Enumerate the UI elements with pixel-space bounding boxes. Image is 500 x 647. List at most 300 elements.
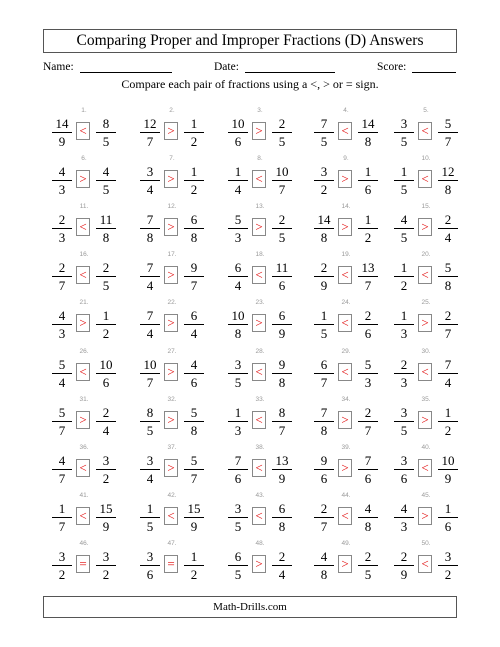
problem-number: 29. bbox=[341, 347, 351, 355]
problem-number: 15. bbox=[421, 203, 431, 211]
left-fraction bbox=[228, 405, 248, 438]
problem-number: 31. bbox=[79, 395, 89, 403]
problem-item bbox=[305, 200, 387, 248]
denominator: 4 bbox=[234, 182, 242, 198]
comparison-sign-box: < bbox=[338, 507, 352, 525]
comparison-sign-box: > bbox=[418, 314, 432, 332]
denominator: 7 bbox=[58, 470, 66, 486]
right-fraction bbox=[438, 308, 458, 341]
denominator: 5 bbox=[234, 518, 242, 534]
problem-item bbox=[43, 296, 125, 344]
numerator: 1 bbox=[228, 405, 248, 422]
numerator: 9 bbox=[272, 357, 292, 374]
problem-item bbox=[305, 537, 387, 585]
right-fraction bbox=[358, 357, 378, 390]
denominator: 5 bbox=[400, 182, 408, 198]
numerator: 1 bbox=[438, 501, 458, 518]
denominator: 8 bbox=[278, 374, 286, 390]
denominator: 7 bbox=[58, 278, 66, 294]
comparison-sign-box: < bbox=[338, 266, 352, 284]
comparison-sign-box: > bbox=[338, 218, 352, 236]
denominator: 8 bbox=[364, 134, 372, 149]
numerator: 1 bbox=[394, 260, 414, 277]
denominator: 3 bbox=[58, 326, 66, 342]
left-fraction bbox=[314, 116, 334, 149]
problem-number: 47. bbox=[167, 539, 177, 547]
left-fraction bbox=[314, 212, 334, 245]
denominator: 7 bbox=[320, 374, 328, 390]
date-label: Date: bbox=[214, 61, 239, 73]
numerator: 8 bbox=[96, 116, 116, 133]
denominator: 8 bbox=[102, 230, 110, 246]
denominator: 5 bbox=[146, 518, 154, 534]
numerator: 4 bbox=[96, 164, 116, 181]
comparison-sign-box: > bbox=[164, 459, 178, 477]
problem-number: 24. bbox=[341, 299, 351, 307]
comparison-sign-box: < bbox=[418, 459, 432, 477]
denominator: 3 bbox=[58, 230, 66, 246]
denominator: 9 bbox=[58, 134, 66, 149]
numerator: 4 bbox=[52, 164, 72, 181]
numerator: 1 bbox=[184, 549, 204, 566]
left-fraction bbox=[314, 308, 334, 341]
comparison-sign-box: < bbox=[76, 459, 90, 477]
numerator: 2 bbox=[394, 549, 414, 566]
comparison-sign-box: < bbox=[418, 122, 432, 140]
problem-number: 18. bbox=[255, 251, 265, 259]
left-fraction bbox=[228, 549, 248, 582]
denominator: 7 bbox=[58, 518, 66, 534]
denominator: 8 bbox=[320, 566, 328, 582]
denominator: 5 bbox=[320, 134, 328, 149]
left-fraction bbox=[140, 212, 160, 245]
problem-number: 41. bbox=[79, 491, 89, 499]
left-fraction bbox=[228, 453, 248, 486]
denominator: 5 bbox=[102, 134, 110, 149]
problem-item bbox=[219, 200, 301, 248]
numerator: 1 bbox=[314, 308, 334, 325]
comparison-sign-box: < bbox=[338, 363, 352, 381]
numerator: 10 bbox=[140, 357, 160, 374]
numerator: 7 bbox=[358, 453, 378, 470]
right-fraction bbox=[272, 260, 292, 293]
numerator: 2 bbox=[358, 549, 378, 566]
denominator: 9 bbox=[400, 566, 408, 582]
numerator: 5 bbox=[184, 453, 204, 470]
denominator: 8 bbox=[146, 230, 154, 246]
denominator: 6 bbox=[234, 470, 242, 486]
left-fraction bbox=[52, 549, 72, 582]
right-fraction bbox=[184, 501, 204, 534]
right-fraction bbox=[96, 260, 116, 293]
left-fraction bbox=[314, 260, 334, 293]
right-fraction bbox=[358, 453, 378, 486]
right-fraction bbox=[96, 549, 116, 582]
left-fraction bbox=[140, 453, 160, 486]
denominator: 7 bbox=[444, 326, 452, 342]
numerator: 4 bbox=[394, 212, 414, 229]
problem-item bbox=[43, 345, 125, 393]
denominator: 4 bbox=[146, 182, 154, 198]
left-fraction bbox=[140, 116, 160, 149]
right-fraction bbox=[438, 405, 458, 438]
comparison-sign-box: > bbox=[76, 411, 90, 429]
comparison-sign-box: < bbox=[252, 507, 266, 525]
problem-number: 2. bbox=[169, 107, 175, 114]
numerator: 11 bbox=[96, 212, 116, 229]
problem-number: 36. bbox=[79, 443, 89, 451]
comparison-sign-box: > bbox=[338, 459, 352, 477]
left-fraction bbox=[394, 405, 414, 438]
problem-number: 12. bbox=[167, 203, 177, 211]
left-fraction bbox=[228, 116, 248, 149]
comparison-sign-box: > bbox=[418, 218, 432, 236]
right-fraction bbox=[96, 164, 116, 197]
worksheet-title: Comparing Proper and Improper Fractions (D) Answers bbox=[43, 29, 457, 53]
problem-item bbox=[131, 248, 213, 296]
numerator: 3 bbox=[140, 164, 160, 181]
problem-item bbox=[305, 296, 387, 344]
denominator: 5 bbox=[364, 566, 372, 582]
numerator: 10 bbox=[272, 164, 292, 181]
numerator: 5 bbox=[184, 405, 204, 422]
comparison-sign-box: < bbox=[418, 555, 432, 573]
problem-item bbox=[43, 537, 125, 585]
problem-number: 27. bbox=[167, 347, 177, 355]
left-fraction bbox=[52, 308, 72, 341]
comparison-sign-box: > bbox=[338, 170, 352, 188]
comparison-sign-box: > bbox=[164, 122, 178, 140]
problem-number: 1. bbox=[81, 107, 87, 114]
denominator: 6 bbox=[400, 470, 408, 486]
denominator: 5 bbox=[320, 326, 328, 342]
numerator: 15 bbox=[96, 501, 116, 518]
problem-number: 10. bbox=[421, 155, 431, 163]
comparison-sign-box: < bbox=[76, 266, 90, 284]
numerator: 3 bbox=[140, 453, 160, 470]
denominator: 4 bbox=[146, 470, 154, 486]
numerator: 1 bbox=[52, 501, 72, 518]
numerator: 11 bbox=[272, 260, 292, 277]
right-fraction bbox=[96, 308, 116, 341]
numerator: 4 bbox=[394, 501, 414, 518]
problem-row bbox=[43, 393, 457, 441]
denominator: 3 bbox=[400, 374, 408, 390]
problem-item bbox=[219, 296, 301, 344]
comparison-sign-box: < bbox=[418, 170, 432, 188]
comparison-sign-box: > bbox=[76, 170, 90, 188]
numerator: 12 bbox=[140, 116, 160, 133]
denominator: 2 bbox=[190, 134, 198, 149]
left-fraction bbox=[52, 212, 72, 245]
left-fraction bbox=[228, 164, 248, 197]
denominator: 8 bbox=[444, 278, 452, 294]
numerator: 10 bbox=[96, 357, 116, 374]
comparison-sign-box: > bbox=[252, 555, 266, 573]
problem-item bbox=[131, 152, 213, 200]
numerator: 2 bbox=[52, 212, 72, 229]
denominator: 6 bbox=[444, 518, 452, 534]
right-fraction bbox=[358, 308, 378, 341]
denominator: 6 bbox=[102, 374, 110, 390]
problem-item bbox=[385, 393, 467, 441]
denominator: 6 bbox=[364, 182, 372, 198]
problem-item bbox=[219, 345, 301, 393]
numerator: 5 bbox=[52, 357, 72, 374]
name-line bbox=[80, 60, 172, 73]
left-fraction bbox=[394, 116, 414, 149]
numerator: 14 bbox=[52, 116, 72, 133]
problem-number: 19. bbox=[341, 251, 351, 259]
problem-row bbox=[43, 296, 457, 344]
problem-item bbox=[131, 104, 213, 152]
denominator: 3 bbox=[58, 182, 66, 198]
problem-row bbox=[43, 248, 457, 296]
problem-number: 6. bbox=[81, 155, 87, 163]
numerator: 1 bbox=[96, 308, 116, 325]
numerator: 9 bbox=[184, 260, 204, 277]
denominator: 5 bbox=[146, 422, 154, 438]
numerator: 2 bbox=[96, 405, 116, 422]
problem-number: 21. bbox=[79, 299, 89, 307]
comparison-sign-box: < bbox=[76, 507, 90, 525]
problem-item bbox=[131, 393, 213, 441]
denominator: 7 bbox=[364, 422, 372, 438]
denominator: 7 bbox=[320, 518, 328, 534]
numerator: 7 bbox=[314, 405, 334, 422]
right-fraction bbox=[272, 308, 292, 341]
problem-item bbox=[219, 441, 301, 489]
numerator: 10 bbox=[438, 453, 458, 470]
numerator: 2 bbox=[358, 308, 378, 325]
numerator: 3 bbox=[394, 116, 414, 133]
left-fraction bbox=[394, 164, 414, 197]
problem-item bbox=[43, 441, 125, 489]
right-fraction bbox=[272, 212, 292, 245]
problem-item bbox=[131, 489, 213, 537]
denominator: 6 bbox=[364, 470, 372, 486]
numerator: 7 bbox=[140, 308, 160, 325]
denominator: 8 bbox=[444, 182, 452, 198]
problem-item bbox=[43, 152, 125, 200]
right-fraction bbox=[358, 212, 378, 245]
denominator: 8 bbox=[320, 422, 328, 438]
date-line bbox=[245, 60, 335, 73]
problem-item bbox=[219, 248, 301, 296]
right-fraction bbox=[184, 164, 204, 197]
left-fraction bbox=[314, 453, 334, 486]
right-fraction bbox=[272, 549, 292, 582]
denominator: 8 bbox=[364, 518, 372, 534]
problem-number: 3. bbox=[257, 107, 263, 114]
right-fraction bbox=[272, 164, 292, 197]
numerator: 2 bbox=[358, 405, 378, 422]
problem-number: 5. bbox=[423, 107, 429, 114]
left-fraction bbox=[52, 453, 72, 486]
right-fraction bbox=[96, 212, 116, 245]
denominator: 6 bbox=[234, 134, 242, 149]
denominator: 8 bbox=[320, 230, 328, 246]
denominator: 9 bbox=[278, 470, 286, 486]
right-fraction bbox=[184, 116, 204, 149]
right-fraction bbox=[438, 212, 458, 245]
denominator: 8 bbox=[190, 422, 198, 438]
problem-row bbox=[43, 152, 457, 200]
denominator: 2 bbox=[102, 566, 110, 582]
numerator: 4 bbox=[52, 308, 72, 325]
numerator: 2 bbox=[438, 308, 458, 325]
numerator: 5 bbox=[438, 116, 458, 133]
comparison-sign-box: < bbox=[338, 314, 352, 332]
numerator: 1 bbox=[394, 164, 414, 181]
comparison-sign-box: < bbox=[252, 411, 266, 429]
problem-item bbox=[385, 345, 467, 393]
numerator: 3 bbox=[52, 549, 72, 566]
denominator: 7 bbox=[146, 374, 154, 390]
numerator: 6 bbox=[184, 212, 204, 229]
numerator: 8 bbox=[140, 405, 160, 422]
numerator: 5 bbox=[228, 212, 248, 229]
problem-number: 50. bbox=[421, 539, 431, 547]
denominator: 2 bbox=[190, 566, 198, 582]
comparison-sign-box: > bbox=[164, 218, 178, 236]
problem-item bbox=[385, 441, 467, 489]
numerator: 7 bbox=[140, 212, 160, 229]
comparison-sign-box: = bbox=[76, 555, 90, 573]
numerator: 2 bbox=[314, 260, 334, 277]
right-fraction bbox=[358, 116, 378, 149]
right-fraction bbox=[184, 549, 204, 582]
comparison-sign-box: > bbox=[252, 314, 266, 332]
problem-row bbox=[43, 489, 457, 537]
numerator: 1 bbox=[358, 212, 378, 229]
problem-number: 35. bbox=[421, 395, 431, 403]
comparison-sign-box: > bbox=[338, 555, 352, 573]
problem-item bbox=[385, 104, 467, 152]
denominator: 8 bbox=[234, 326, 242, 342]
problem-number: 7. bbox=[169, 155, 175, 163]
denominator: 5 bbox=[400, 230, 408, 246]
comparison-sign-box: > bbox=[164, 170, 178, 188]
right-fraction bbox=[438, 453, 458, 486]
numerator: 7 bbox=[140, 260, 160, 277]
numerator: 7 bbox=[438, 357, 458, 374]
left-fraction bbox=[52, 116, 72, 149]
right-fraction bbox=[184, 260, 204, 293]
right-fraction bbox=[184, 308, 204, 341]
right-fraction bbox=[438, 260, 458, 293]
problem-item bbox=[305, 248, 387, 296]
right-fraction bbox=[438, 549, 458, 582]
numerator: 4 bbox=[358, 501, 378, 518]
numerator: 3 bbox=[228, 357, 248, 374]
problem-item bbox=[131, 537, 213, 585]
left-fraction bbox=[140, 549, 160, 582]
numerator: 6 bbox=[314, 357, 334, 374]
problem-item bbox=[385, 489, 467, 537]
numerator: 5 bbox=[438, 260, 458, 277]
denominator: 2 bbox=[102, 326, 110, 342]
problem-item bbox=[385, 248, 467, 296]
problem-item bbox=[219, 537, 301, 585]
comparison-sign-box: > bbox=[338, 411, 352, 429]
numerator: 1 bbox=[228, 164, 248, 181]
denominator: 4 bbox=[190, 326, 198, 342]
numerator: 12 bbox=[438, 164, 458, 181]
comparison-sign-box: < bbox=[252, 170, 266, 188]
problem-item bbox=[43, 489, 125, 537]
numerator: 1 bbox=[358, 164, 378, 181]
denominator: 4 bbox=[146, 326, 154, 342]
left-fraction bbox=[394, 501, 414, 534]
denominator: 4 bbox=[58, 374, 66, 390]
comparison-sign-box: < bbox=[418, 266, 432, 284]
numerator: 7 bbox=[314, 116, 334, 133]
comparison-sign-box: > bbox=[164, 266, 178, 284]
denominator: 2 bbox=[400, 278, 408, 294]
right-fraction bbox=[184, 357, 204, 390]
comparison-sign-box: < bbox=[338, 122, 352, 140]
problem-number: 37. bbox=[167, 443, 177, 451]
problem-item bbox=[131, 200, 213, 248]
left-fraction bbox=[394, 549, 414, 582]
denominator: 6 bbox=[320, 470, 328, 486]
right-fraction bbox=[184, 212, 204, 245]
left-fraction bbox=[140, 260, 160, 293]
comparison-sign-box: > bbox=[418, 507, 432, 525]
denominator: 8 bbox=[278, 518, 286, 534]
comparison-sign-box: > bbox=[252, 122, 266, 140]
comparison-sign-box: < bbox=[76, 218, 90, 236]
numerator: 6 bbox=[228, 549, 248, 566]
numerator: 2 bbox=[272, 212, 292, 229]
numerator: 2 bbox=[394, 357, 414, 374]
left-fraction bbox=[314, 501, 334, 534]
problem-number: 28. bbox=[255, 347, 265, 355]
right-fraction bbox=[184, 453, 204, 486]
numerator: 2 bbox=[272, 116, 292, 133]
numerator: 1 bbox=[184, 164, 204, 181]
problem-number: 48. bbox=[255, 539, 265, 547]
numerator: 2 bbox=[96, 260, 116, 277]
problem-item bbox=[131, 296, 213, 344]
numerator: 13 bbox=[358, 260, 378, 277]
left-fraction bbox=[314, 405, 334, 438]
left-fraction bbox=[314, 549, 334, 582]
problem-number: 20. bbox=[421, 251, 431, 259]
numerator: 1 bbox=[438, 405, 458, 422]
problem-item bbox=[305, 393, 387, 441]
right-fraction bbox=[358, 260, 378, 293]
denominator: 4 bbox=[102, 422, 110, 438]
problem-item bbox=[305, 152, 387, 200]
numerator: 6 bbox=[228, 260, 248, 277]
numerator: 10 bbox=[228, 308, 248, 325]
numerator: 6 bbox=[272, 501, 292, 518]
left-fraction bbox=[228, 212, 248, 245]
denominator: 4 bbox=[146, 278, 154, 294]
numerator: 6 bbox=[184, 308, 204, 325]
numerator: 9 bbox=[314, 453, 334, 470]
comparison-sign-box: > bbox=[76, 314, 90, 332]
left-fraction bbox=[314, 164, 334, 197]
denominator: 7 bbox=[146, 134, 154, 149]
denominator: 5 bbox=[278, 230, 286, 246]
right-fraction bbox=[96, 453, 116, 486]
denominator: 9 bbox=[190, 518, 198, 534]
problem-number: 32. bbox=[167, 395, 177, 403]
problem-item bbox=[43, 393, 125, 441]
